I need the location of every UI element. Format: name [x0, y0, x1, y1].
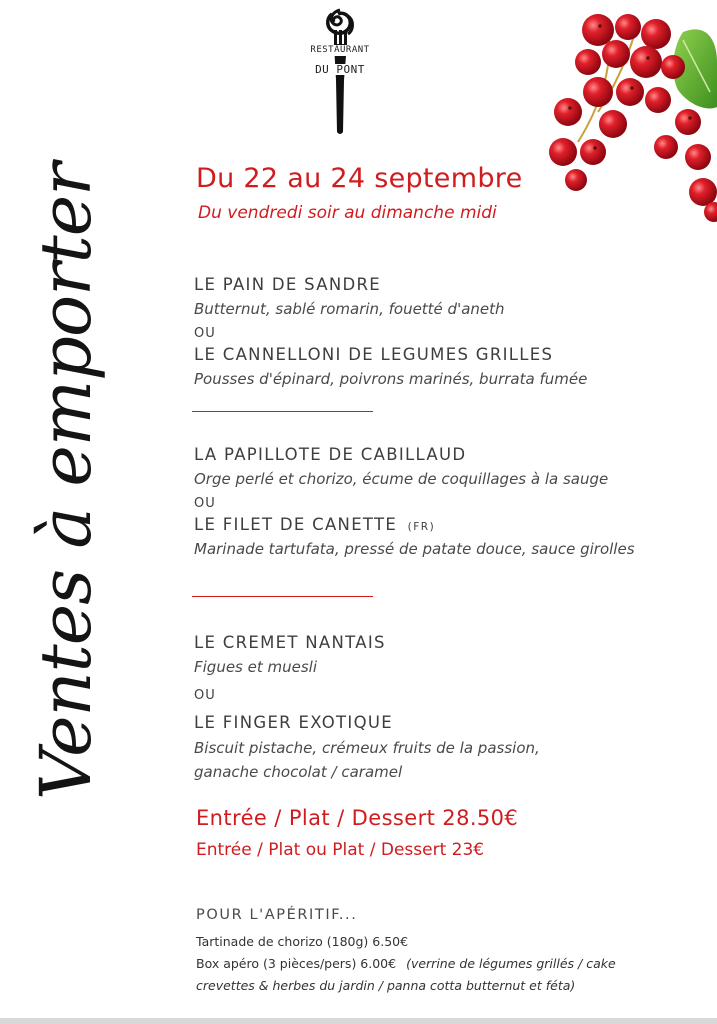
main-2-desc: Marinade tartufata, pressé de patate douce, sauce girolles — [194, 540, 635, 558]
aperitif-item-2-detail: (verrine de légumes grillés / cake — [406, 956, 616, 971]
side-title: Ventes à emporter — [25, 163, 107, 800]
date-range-title: Du 22 au 24 septembre — [196, 163, 523, 194]
dessert-1-name: LE CREMET NANTAIS — [194, 633, 386, 652]
section-divider — [192, 411, 373, 412]
aperitif-item-1: Tartinade de chorizo (180g) 6.50€ — [196, 934, 409, 949]
page-bottom-edge — [0, 1018, 717, 1024]
date-range-subtitle: Du vendredi soir au dimanche midi — [198, 203, 497, 223]
aperitif-item-2 — [196, 956, 616, 971]
section-divider — [192, 596, 373, 597]
origin-tag: (FR) — [407, 521, 436, 533]
dessert-2-desc-line2: ganache chocolat / caramel — [194, 763, 403, 781]
main-2-name-text: LE FILET DE CANETTE — [194, 515, 398, 534]
dessert-1-desc: Figues et muesli — [194, 658, 318, 676]
logo-text-line1: RESTAURANT — [310, 45, 370, 55]
starter-2-desc: Pousses d'épinard, poivrons marinés, burrata fumée — [194, 370, 588, 388]
starter-2-name: LE CANNELLONI DE LEGUMES GRILLES — [194, 345, 554, 364]
starter-1-name: LE PAIN DE SANDRE — [194, 275, 381, 294]
dessert-2-name: LE FINGER EXOTIQUE — [194, 713, 393, 732]
main-1-desc: Orge perlé et chorizo, écume de coquillages à la sauge — [194, 470, 609, 488]
or-separator: OU — [194, 326, 216, 341]
or-separator: OU — [194, 688, 216, 703]
aperitif-item-2-detail-cont: crevettes & herbes du jardin / panna cotta butternut et féta) — [196, 978, 576, 993]
main-2-name — [194, 515, 435, 534]
or-separator: OU — [194, 496, 216, 511]
price-partial-menu: Entrée / Plat ou Plat / Dessert 23€ — [196, 840, 485, 860]
aperitif-item-2-main: Box apéro (3 pièces/pers) 6.00€ — [196, 956, 397, 971]
redcurrant-berries-image — [538, 12, 717, 227]
price-full-menu: Entrée / Plat / Dessert 28.50€ — [196, 806, 519, 830]
main-1-name: LA PAPILLOTE DE CABILLAUD — [194, 445, 467, 464]
aperitif-title: POUR L'APÉRITIF... — [196, 907, 358, 923]
dessert-2-desc-line1: Biscuit pistache, crémeux fruits de la passion, — [194, 739, 540, 757]
restaurant-logo — [310, 8, 370, 136]
logo-text-line2: DU PONT — [310, 64, 370, 75]
starter-1-desc: Butternut, sablé romarin, fouetté d'aneth — [194, 300, 505, 318]
